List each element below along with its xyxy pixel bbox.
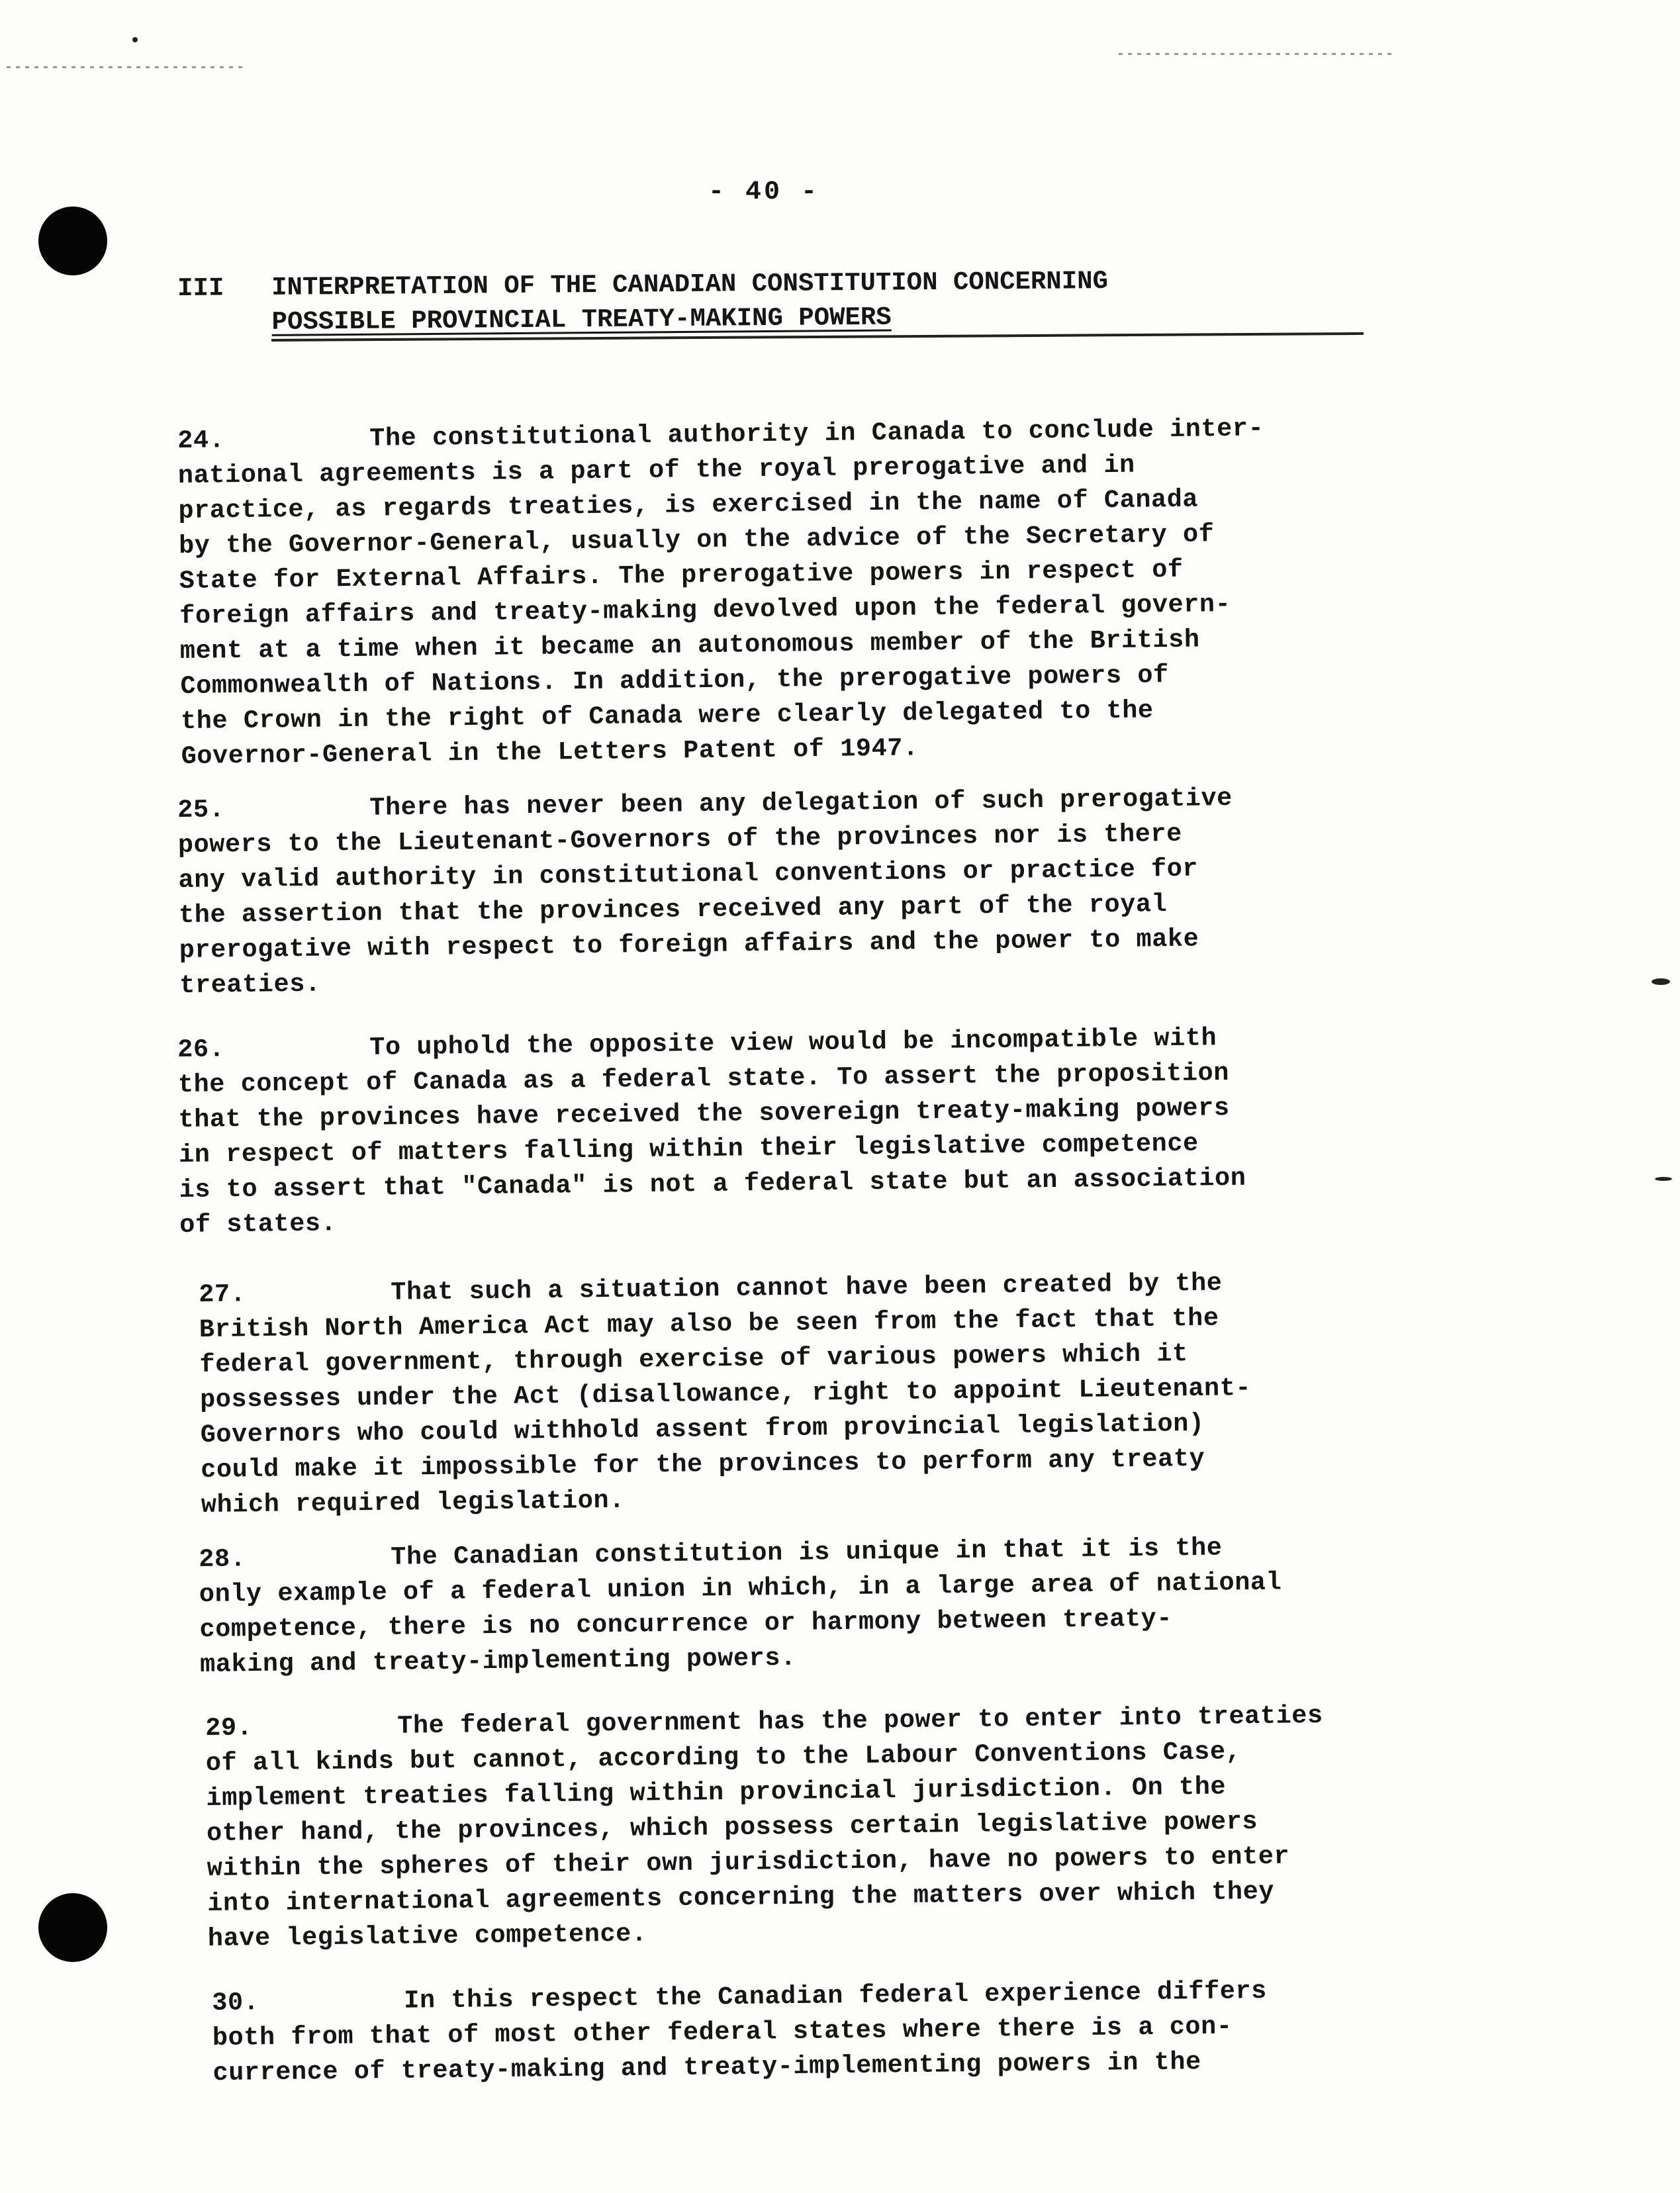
paragraph-25 bbox=[177, 777, 1563, 1003]
paragraph-text: To uphold the opposite view would be incompatible with the concept of Canada as a federal state. To assert the proposition that the provinces have received the sovereign treaty-making powers in respect of matters falling within their legislative competence is to assert that "Canada" is not a federal state but an association of states. bbox=[177, 1023, 1246, 1240]
punch-hole-top bbox=[38, 207, 107, 275]
scan-speck bbox=[1652, 978, 1670, 985]
paragraph-text: The constitutional authority in Canada to conclude inter- national agreements is a part of the royal prerogative and in practice, as regards treaties, is exercised in the name of Canada by the Governor-General, usually on the advice of the Secretary of State for External Affairs. The prerogative powers in respect of foreign affairs and treaty-making devolved upon the federal govern- ment at a time when it became an autonomous member of the British Commonwealth of Nations. In addition, the prerogative powers of the Crown in the right of Canada were clearly delegated to the Governor-General in the Letters Patent of 1947. bbox=[177, 414, 1264, 771]
paragraph-30 bbox=[212, 1971, 1563, 2091]
section-title-line-2: POSSIBLE PROVINCIAL TREATY-MAKING POWERS bbox=[271, 303, 892, 337]
scan-speck bbox=[132, 37, 138, 42]
paragraph-text: That such a situation cannot have been created by the British North America Act may also be seen from the fact that the federal government, through exercise of various powers which it possesses under the Act (disallowance, right to appoint Lieutenant- Governors who could withhold assent from provincial legislation) could make it impossible for the provinces to perform any treaty which required legislation. bbox=[199, 1268, 1252, 1520]
paragraph-number: 27. bbox=[199, 1280, 246, 1309]
paragraph-26 bbox=[177, 1017, 1563, 1243]
page-number: - 40 - bbox=[708, 177, 820, 207]
section-title-line-1: INTERPRETATION OF THE CANADIAN CONSTITUTION CONCERNING bbox=[271, 266, 1109, 303]
paragraph-text: The Canadian constitution is unique in that it is the only example of a federal union in which, in a large area of national competence, there is no concurrence or harmony between treaty- making and treaty-implementing powers. bbox=[199, 1533, 1282, 1679]
paragraph-number: 24. bbox=[177, 426, 225, 455]
paragraph-number: 26. bbox=[177, 1035, 225, 1064]
paragraph-number: 29. bbox=[205, 1713, 253, 1743]
section-heading bbox=[177, 262, 1370, 340]
scan-artifact-top-left bbox=[7, 66, 245, 68]
paragraph-text: In this respect the Canadian federal experience differs both from that of most other federal states where there is a con- currence of treaty-making and treaty-implementing powers in the bbox=[212, 1976, 1268, 2088]
section-numeral: III bbox=[177, 273, 224, 303]
paragraph-number: 28. bbox=[199, 1544, 246, 1574]
paragraph-27 bbox=[199, 1262, 1565, 1523]
paragraph-text: The federal government has the power to enter into treaties of all kinds but cannot, according to the Labour Conventions Case, implement treaties falling within provincial jurisdiction. On the other hand, the provinces, which possess certain legislative powers within the spheres of their own jurisdiction, have no powers to enter into international agreements concerning the matters over which they have legislative competence. bbox=[205, 1701, 1323, 1953]
paragraph-text: There has never been any delegation of such prerogative powers to the Lieutenant-Governors of the provinces nor is there any valid authority in constitutional conventions or practice for the assertion that the provinces received any part of the royal prerogative with respect to foreign affairs and the power to make treaties. bbox=[177, 783, 1233, 1000]
scan-artifact-top-right bbox=[1119, 53, 1397, 55]
paragraph-24 bbox=[177, 408, 1565, 774]
paragraph-29 bbox=[205, 1696, 1571, 1957]
scan-speck bbox=[1655, 1177, 1672, 1181]
paragraph-28 bbox=[199, 1527, 1563, 1683]
paragraph-number: 30. bbox=[212, 1988, 259, 2018]
paragraph-number: 25. bbox=[177, 795, 225, 825]
punch-hole-bottom bbox=[38, 1893, 107, 1962]
